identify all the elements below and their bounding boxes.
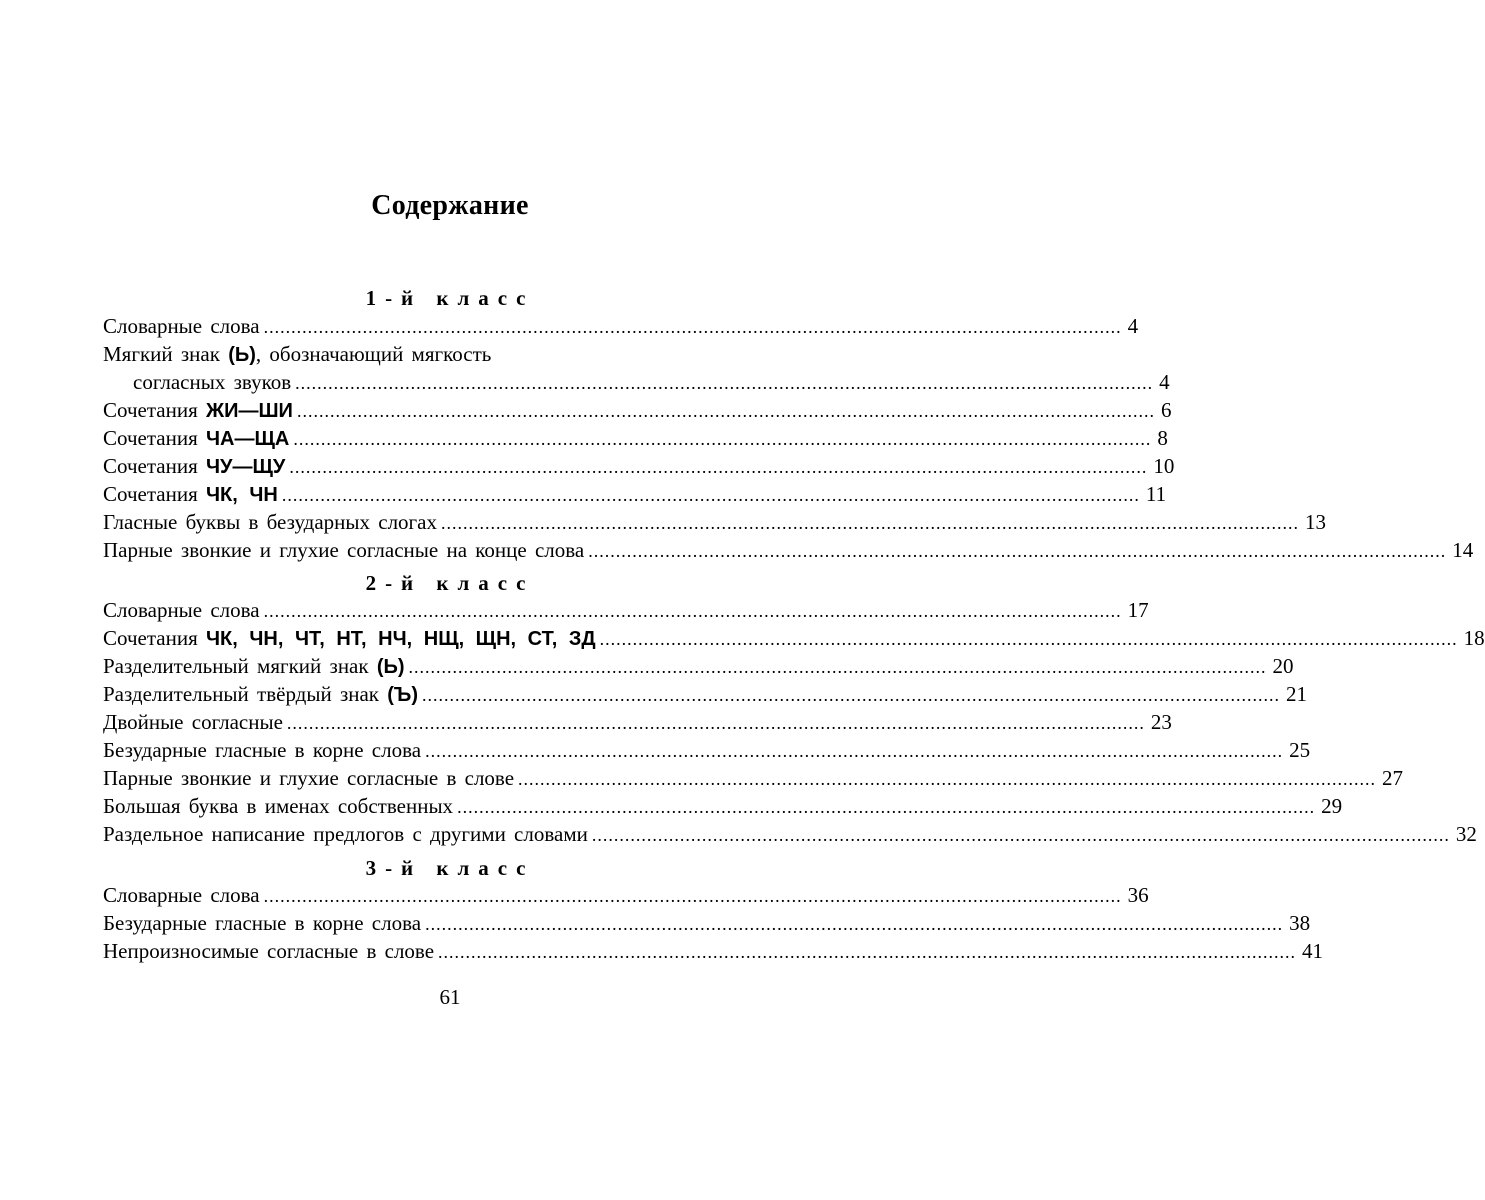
entry-page-number: 27 [1382, 766, 1404, 790]
entry-title: Непроизносимые согласные в слове [103, 939, 435, 963]
entry-page-number: 25 [1289, 738, 1311, 762]
entry-page-number: 4 [1159, 370, 1170, 394]
toc-entry[interactable] [103, 937, 1324, 965]
entry-title: Безударные гласные в корне слова [103, 738, 422, 762]
toc-entry[interactable] [103, 652, 1294, 680]
entry-title: согласных звуков [133, 370, 292, 394]
entry-page-number: 13 [1304, 510, 1326, 534]
entry-title-line1: Мягкий знак (Ь), обозначающий мягкость [103, 342, 492, 366]
entry-page-number: 10 [1153, 454, 1175, 478]
toc-entry[interactable] [103, 424, 1168, 452]
entry-title: Словарные слова [103, 883, 260, 907]
dot-leader: ............................................................................................................................................................ [263, 886, 1122, 906]
entry-page-number: 18 [1463, 626, 1485, 650]
dot-leader: ............................................................................................................................................................ [293, 429, 1152, 449]
entry-page-number: 17 [1127, 598, 1149, 622]
section-heading-grade-1: 1-й класс [365, 286, 535, 310]
dot-leader: ............................................................................................................................................................ [296, 401, 1155, 421]
entry-title: Парные звонкие и глухие согласные в слове [103, 766, 515, 790]
entry-page-number: 8 [1157, 426, 1168, 450]
dot-leader: ............................................................................................................................................................ [421, 685, 1280, 705]
entry-title: Словарные слова [103, 598, 260, 622]
entry-page-number: 29 [1321, 794, 1343, 818]
toc-entry[interactable] [103, 452, 1175, 480]
toc-entry[interactable] [103, 596, 1149, 624]
dot-leader: ............................................................................................................................................................ [425, 741, 1284, 761]
entry-page-number: 4 [1127, 314, 1139, 338]
toc-entry[interactable] [133, 368, 1170, 396]
section-heading-grade-2: 2-й класс [365, 571, 535, 595]
toc-entry[interactable] [103, 792, 1343, 820]
entry-title: Безударные гласные в корне слова [103, 911, 422, 935]
toc-entry[interactable] [103, 624, 1485, 652]
dot-leader: ............................................................................................................................................................ [286, 713, 1145, 733]
dot-leader: ............................................................................................................................................................ [588, 541, 1447, 561]
entry-title: Сочетания ЖИ—ШИ [103, 398, 293, 422]
entry-title: Сочетания ЧУ—ЩУ [103, 454, 286, 478]
dot-leader: ............................................................................................................................................................ [263, 601, 1122, 621]
toc-entry[interactable] [103, 536, 1474, 564]
dot-leader: ............................................................................................................................................................ [295, 373, 1154, 393]
entry-page-number: 38 [1289, 911, 1311, 935]
entry-title: Разделительный твёрдый знак (Ъ) [103, 682, 418, 706]
entry-page-number: 14 [1452, 538, 1474, 562]
toc-entry[interactable] [103, 764, 1404, 792]
dot-leader: ............................................................................................................................................................ [263, 317, 1122, 337]
dot-leader: ............................................................................................................................................................ [518, 769, 1377, 789]
entry-title: Словарные слова [103, 314, 260, 338]
section-heading-grade-3: 3-й класс [365, 856, 535, 880]
entry-page-number: 36 [1127, 883, 1149, 907]
entry-title: Сочетания ЧК, ЧН [103, 482, 278, 506]
dot-leader: ............................................................................................................................................................ [289, 457, 1148, 477]
toc-entry[interactable] [103, 820, 1477, 848]
toc-entry[interactable] [103, 396, 1172, 424]
entry-title: Разделительный мягкий знак (Ь) [103, 654, 405, 678]
dot-leader: ............................................................................................................................................................ [599, 629, 1458, 649]
toc-entry[interactable] [103, 736, 1311, 764]
toc-entry[interactable] [103, 508, 1326, 536]
entry-page-number: 32 [1455, 822, 1477, 846]
dot-leader: ............................................................................................................................................................ [438, 942, 1297, 962]
entry-page-number: 11 [1145, 482, 1167, 506]
dot-leader: ............................................................................................................................................................ [408, 657, 1267, 677]
toc-entry[interactable] [103, 881, 1149, 909]
entry-page-number: 41 [1302, 939, 1324, 963]
entry-title: Сочетания ЧА—ЩА [103, 426, 290, 450]
page-number: 61 [439, 985, 461, 1009]
toc-entry[interactable] [103, 312, 1139, 340]
entry-title: Гласные буквы в безударных слогах [103, 510, 437, 534]
entry-page-number: 21 [1285, 682, 1307, 706]
entry-page-number: 6 [1160, 398, 1172, 422]
page-title: Содержание [371, 190, 529, 221]
entry-title: Двойные согласные [103, 710, 283, 734]
toc-entry[interactable] [103, 680, 1307, 708]
toc-entry[interactable] [103, 480, 1167, 508]
toc-entry[interactable] [103, 708, 1172, 736]
entry-page-number: 23 [1150, 710, 1172, 734]
entry-page-number: 20 [1272, 654, 1294, 678]
dot-leader: ............................................................................................................................................................ [440, 513, 1299, 533]
dot-leader: ............................................................................................................................................................ [457, 797, 1316, 817]
entry-title: Парные звонкие и глухие согласные на конце слова [103, 538, 585, 562]
dot-leader: ............................................................................................................................................................ [281, 485, 1140, 505]
dot-leader: ............................................................................................................................................................ [425, 914, 1284, 934]
toc-entry[interactable] [103, 909, 1311, 937]
dot-leader: ............................................................................................................................................................ [591, 825, 1450, 845]
entry-title: Сочетания ЧК, ЧН, ЧТ, НТ, НЧ, НЩ, ЩН, СТ, ЗД [103, 626, 596, 650]
entry-title: Раздельное написание предлогов с другими словами [103, 822, 588, 846]
entry-title: Большая буква в именах собственных [103, 794, 454, 818]
